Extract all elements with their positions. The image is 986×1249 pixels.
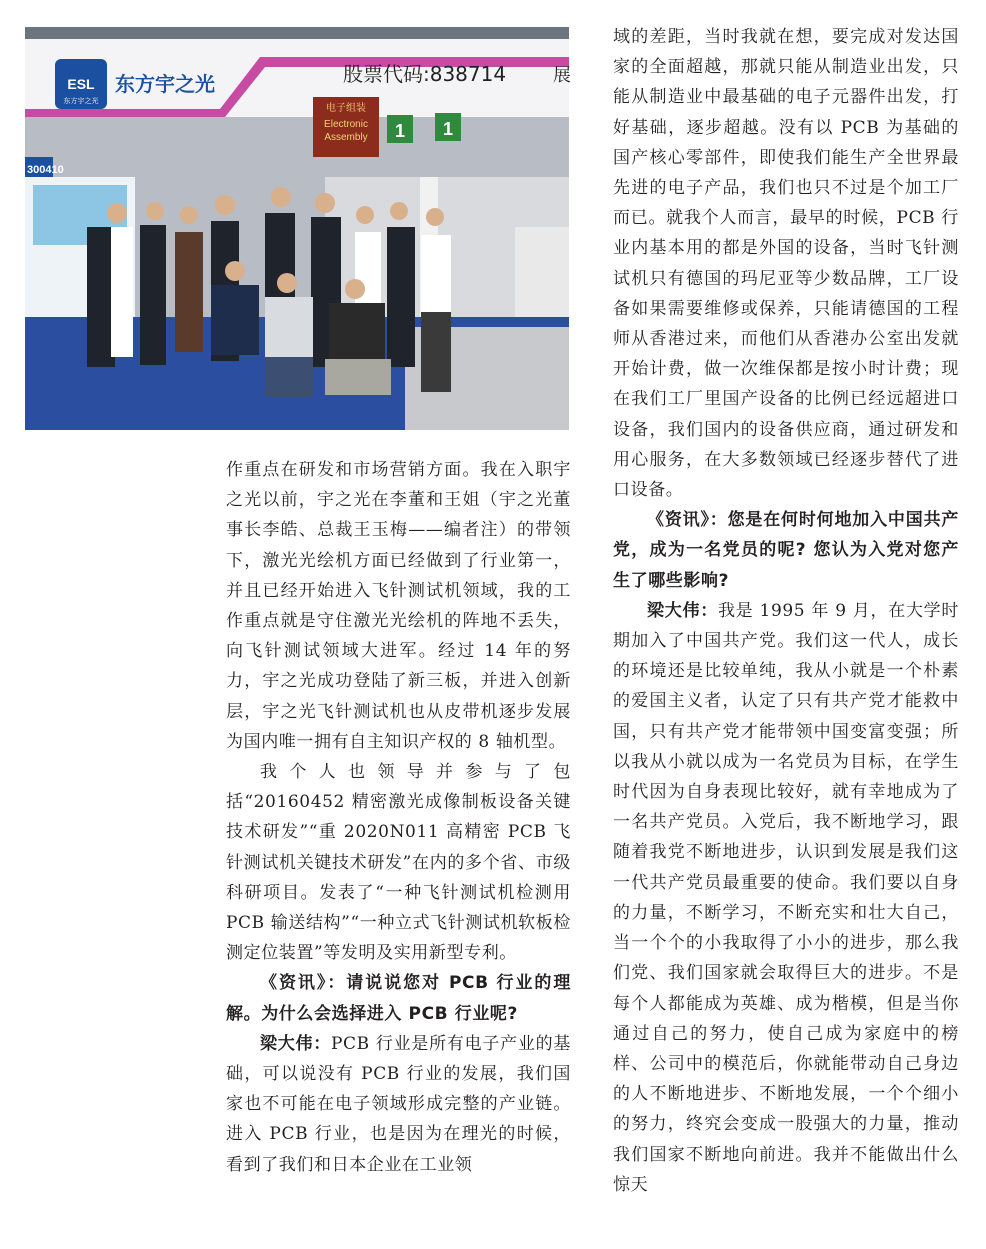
left-paragraph-1: 作重点在研发和市场营销方面。我在入职宇之光以前，宇之光在李董和王姐（宇之光董事长李皓、总裁王玉梅——编者注）的带领下，激光光绘机方面已经做到了行业第一，并且已经开始进入飞针测试机领域，我的工作重点就是守住激光光绘机的阵地不丢失，向飞针测试领域大进军。经过 14 年的努力，宇之光成功登陆了新三板，并进入创新层，宇之光飞针测试机也从皮带机逐步发展为国内唯一拥有自主知识产权的 8 轴机型。: [226, 460, 571, 752]
speaker-name: 梁大伟：: [260, 1033, 331, 1054]
banner-stock: 股票代码:838714: [343, 62, 507, 86]
banner-logo-sub: 东方宇之光: [63, 98, 99, 105]
left-column: [226, 455, 571, 1180]
sign-cn: 电子组装: [326, 103, 366, 114]
hall-marker-2: 1: [442, 119, 454, 139]
right-paragraph-1: 域的差距，当时我就在想，要完成对发达国家的全面超越，那就只能从制造业出发，只能从制造业中最基础的电子元器件出发，打好基础，逐步超越。没有以 PCB 为基础的国产核心零部件，即使我们能生产全世界最先进的电子产品，我们也只不过是个加工厂而已。就我个人而言，最早的时候，PCB 行业内基本用的都是外国的设备，当时飞针测试机只有德国的玛尼亚等少数品牌，工厂设备如果需要维修或保养，只能请德国的工程师从香港过来，而他们从香港办公室出发就开始计费，做一次维保都是按小时计费；现在我们工厂里国产设备的比例已经远超进口设备，我们国内的设备供应商，通过研发和用心服务，在大多数领域已经逐步替代了进口设备。: [613, 27, 959, 501]
booth-group-photo: [25, 27, 569, 430]
speaker-name: 梁大伟：: [647, 600, 718, 621]
question-party-membership: 《资讯》：您是在何时何地加入中国共产党，成为一名党员的呢? 您认为入党对您产生了哪些影响?: [613, 510, 959, 591]
banner-brand: 东方宇之光: [115, 72, 215, 96]
answer-party-membership: [613, 596, 959, 1200]
booth-number: 300410: [27, 164, 64, 176]
left-paragraph-2: 我个人也领导并参与了包括“20160452 精密激光成像制板设备关键技术研发”“重 2020N011 高精密 PCB 飞针测试机关键技术研发”在内的多个省、市级科研项目。发表了“一种飞针测试机检测用 PCB 输送结构”“一种立式飞针测试机软板检测定位装置”等发明及实用新型专利。: [226, 762, 571, 964]
booth-photo-illustration: [25, 27, 569, 430]
sign-en-2: Assembly: [324, 132, 368, 143]
sign-en-1: Electronic: [324, 119, 368, 130]
right-column: [613, 22, 959, 1200]
answer-pcb-industry: [226, 1029, 571, 1180]
banner-logo: ESL: [67, 76, 95, 92]
answer-pcb-industry-text: PCB 行业是所有电子产业的基础，可以说没有 PCB 行业的发展，我们国家也不可能在电子领域形成完整的产业链。进入 PCB 行业，也是因为在理光的时候，看到了我们和日本企业在工业领: [226, 1033, 571, 1175]
question-pcb-industry: 《资讯》：请说说您对 PCB 行业的理解。为什么会选择进入 PCB 行业呢?: [226, 973, 571, 1024]
banner-tail: 展: [553, 65, 571, 86]
hall-marker-1: 1: [394, 121, 406, 141]
answer-party-membership-text: 我是 1995 年 9 月，在大学时期加入了中国共产党。我们这一代人，成长的环境还是比较单纯，我从小就是一个朴素的爱国主义者，认定了只有共产党才能救中国，只有共产党才能带领中国变富变强；所以我从小就以成为一名党员为目标，在学生时代因为自身表现比较好，就有幸地成为了一名共产党员。入党后，我不断地学习，跟随着我党不断地进步，认识到发展是我们这一代共产党员最重要的使命。我们要以自身的力量，不断学习，不断充实和壮大自己，当一个个的小我取得了小小的进步，那么我们党、我们国家就会取得巨大的进步。不是每个人都能成为英雄、成为楷模，但是当你通过自己的努力，使自己成为家庭中的榜样、公司中的模范后，你就能带动自己身边的人不断地进步、不断地发展，一个个细小的努力，终究会变成一股强大的力量，推动我们国家不断地向前进。我并不能做出什么惊天: [613, 600, 960, 1195]
